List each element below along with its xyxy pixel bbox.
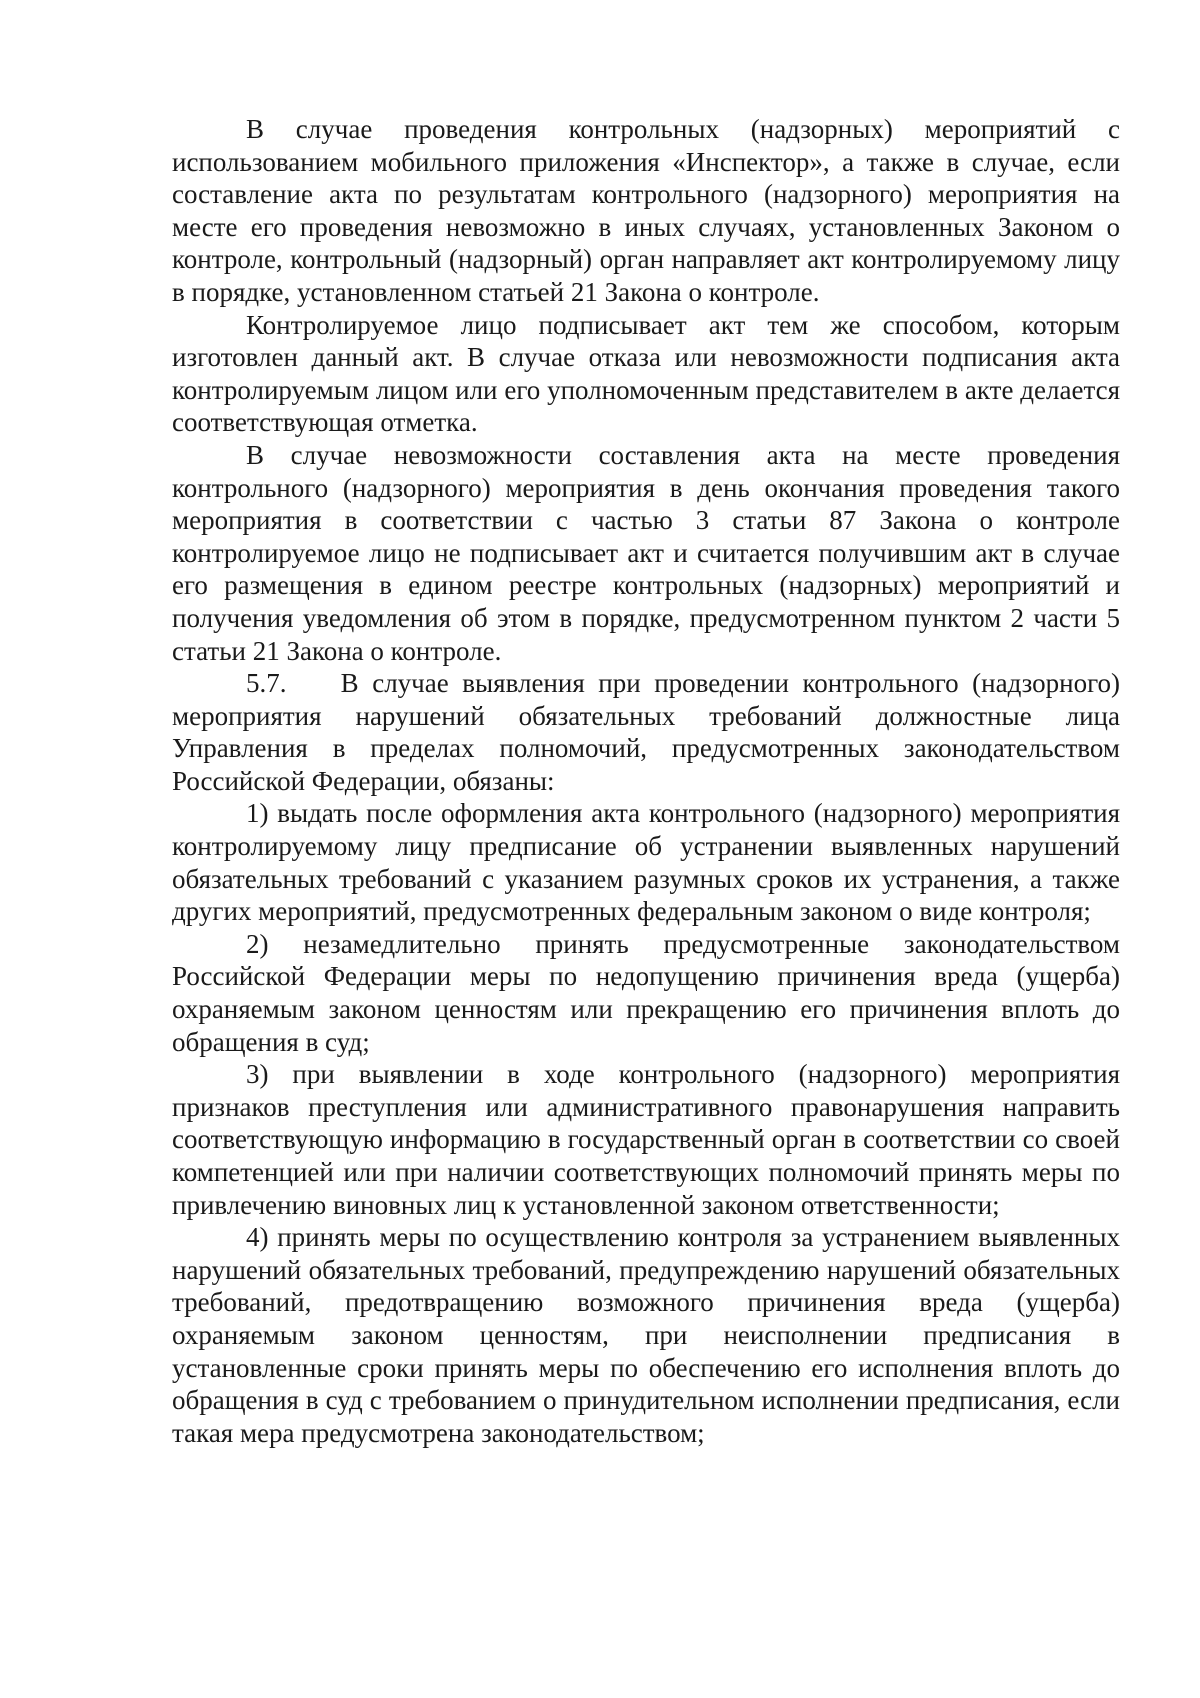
paragraph-signing-act: Контролируемое лицо подписывает акт тем же способом, которым изготовлен данный акт. В случае отказа или невозможности подписания акта контролируемым лицом или его уполномоченным представителем в акте делается соответствующая отметка. <box>172 309 1120 438</box>
paragraph-section-5-7: 5.7. В случае выявления при проведении контрольного (надзорного) мероприятия нарушений обязательных требований должностные лица Управления в пределах полномочий, предусмотренных законодательством Российской Федерации, обязаны: <box>172 668 1120 796</box>
list-item-2: 2) незамедлительно принять предусмотренные законодательством Российской Федерации меры по недопущению причинения вреда (ущерба) охраняемым законом ценностям или прекращению его причинения вплоть до обращения в суд; <box>172 928 1120 1057</box>
document-body <box>172 113 1120 1449</box>
paragraph-registry-notification: В случае невозможности составления акта на месте проведения контрольного (надзорного) мероприятия в день окончания проведения такого мероприятия в соответствии с частью 3 статьи 87 Закона о контроле контролируемое лицо не подписывает акт и считается получившим акт в случае его размещения в едином реестре контрольных (надзорных) мероприятий и получения уведомления об этом в порядке, предусмотренном пунктом 2 части 5 статьи 21 Закона о контроле. <box>172 439 1120 666</box>
list-item-4: 4) принять меры по осуществлению контроля за устранением выявленных нарушений обязательных требований, предупреждению нарушений обязательных требований, предотвращению возможного причинения вреда (ущерба) охраняемым законом ценностям, при неисполнении предписания в установленные сроки принять меры по обеспечению его исполнения вплоть до обращения в суд с требованием о принудительном исполнении предписания, если такая мера предусмотрена законодательством; <box>172 1222 1120 1448</box>
list-item-1: 1) выдать после оформления акта контрольного (надзорного) мероприятия контролируемому лицу предписание об устранении выявленных нарушений обязательных требований с указанием разумных сроков их устранения, а также других мероприятий, предусмотренных федеральным законом о виде контроля; <box>172 798 1120 927</box>
list-item-3: 3) при выявлении в ходе контрольного (надзорного) мероприятия признаков преступления или административного правонарушения направить соответствующую информацию в государственный орган в соответствии со своей компетенцией или при наличии соответствующих полномочий принять меры по привлечению виновных лиц к установленной законом ответственности; <box>172 1059 1120 1220</box>
paragraph-mobile-inspector: В случае проведения контрольных (надзорных) мероприятий с использованием мобильного приложения «Инспектор», а также в случае, если составление акта по результатам контрольного (надзорного) мероприятия на месте его проведения невозможно в иных случаях, установленных Законом о контроле, контрольный (надзорный) орган направляет акт контролируемому лицу в порядке, установленном статьей 21 Закона о контроле. <box>172 114 1120 307</box>
